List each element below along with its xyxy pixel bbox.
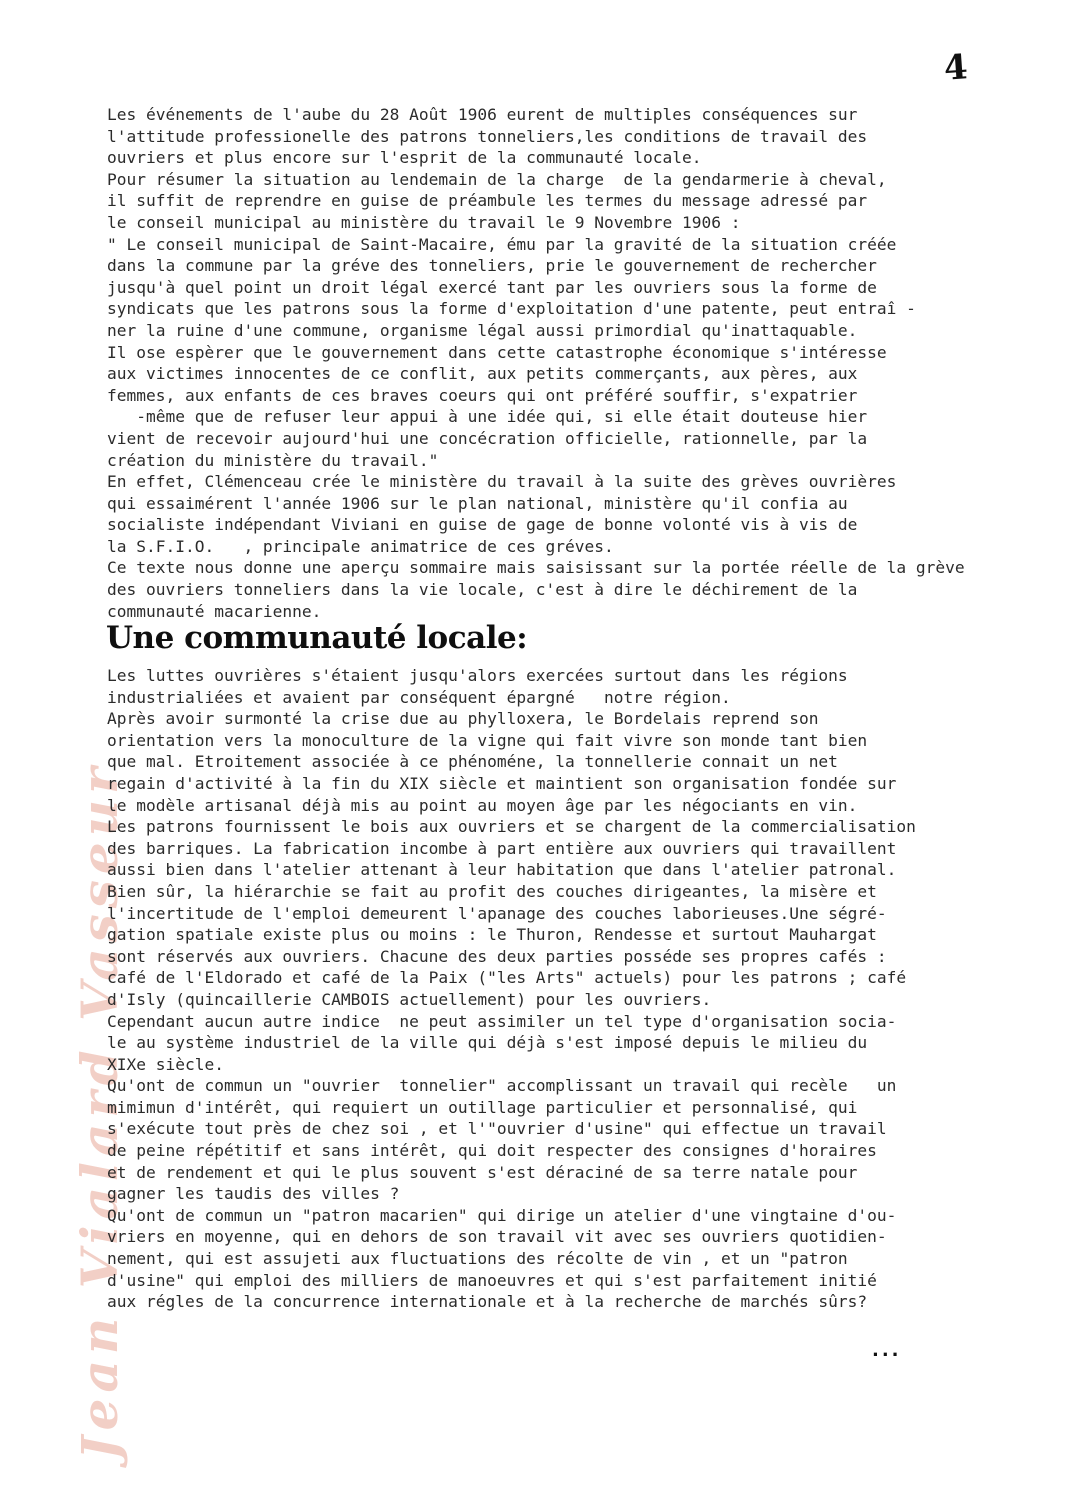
text-line: que mal. Etroitement associée à ce phénoméne, la tonnellerie connait un net: [107, 752, 838, 772]
text-line: Les patrons fournissent le bois aux ouvriers et se chargent de la commercialisation: [107, 817, 916, 837]
text-line: gation spatiale existe plus ou moins : le Thuron, Rendesse et surtout Mauhargat: [107, 925, 877, 945]
text-line: l'attitude professionelle des patrons tonneliers,les conditions de travail des: [107, 126, 868, 146]
text-line: le au système industriel de la ville qui déjà s'est imposé depuis le milieu du: [107, 1033, 868, 1053]
text-line: il suffit de reprendre en guise de préambule les termes du message adressé par: [107, 191, 868, 211]
text-line: Cependant aucun autre indice ne peut assimiler un tel type d'organisation socia-: [107, 1011, 897, 1031]
text-line: Ce texte nous donne une aperçu sommaire mais saisissant sur la portée réelle de la grève: [107, 558, 965, 578]
text-line: de peine répétitif et sans intérêt, qui doit respecter des consignes d'horaires: [107, 1141, 877, 1161]
text-line: En effet, Clémenceau crée le ministère du travail à la suite des grèves ouvrières: [107, 472, 897, 492]
text-line: ouvriers et plus encore sur l'esprit de la communauté locale.: [107, 148, 702, 168]
text-line: le modèle artisanal déjà mis au point au moyen âge par les négociants en vin.: [107, 795, 858, 815]
section-heading: Une communauté locale:: [106, 620, 528, 656]
text-line: Il ose espèrer que le gouvernement dans cette catastrophe économique s'intéresse: [107, 342, 887, 362]
text-line: l'incertitude de l'emploi demeurent l'apanage des couches laborieuses.Une ségré-: [107, 903, 887, 923]
text-line: Les luttes ouvrières s'étaient jusqu'alors exercées surtout dans les régions: [107, 666, 848, 685]
text-line: mimimun d'intérêt, qui requiert un outillage particulier et personnalisé, qui: [107, 1097, 858, 1117]
text-line: des ouvriers tonneliers dans la vie locale, c'est à dire le déchirement de la: [107, 580, 858, 600]
text-line: aux régles de la concurrence internationale et à la recherche de marchés sûrs?: [107, 1292, 868, 1312]
text-line: la S.F.I.O. , principale animatrice de ces gréves.: [107, 536, 614, 556]
text-line: XIXe siècle.: [107, 1054, 224, 1074]
text-line: communauté macarienne.: [107, 601, 322, 621]
text-line: " Le conseil municipal de Saint-Macaire, ému par la gravité de la situation créée: [107, 234, 897, 254]
text-line: dans la commune par la gréve des tonneliers, prie le gouvernement de rechercher: [107, 256, 877, 276]
text-line: création du ministère du travail.": [107, 450, 439, 470]
text-line: des barriques. La fabrication incombe à part entière aux ouvriers qui travaillent: [107, 838, 897, 858]
text-line: aux victimes innocentes de ce conflit, aux petits commerçants, aux pères, aux: [107, 364, 858, 384]
continuation-mark: ...: [872, 1340, 902, 1361]
text-line: aussi bien dans l'atelier attenant à leur habitation que dans l'atelier patronal.: [107, 860, 897, 880]
text-line: sont réservés aux ouvriers. Chacune des deux parties posséde ses propres cafés :: [107, 946, 887, 966]
text-line: ner la ruine d'une commune, organisme légal aussi primordial qu'inattaquable.: [107, 320, 858, 340]
text-line: café de l'Eldorado et café de la Paix ("les Arts" actuels) pour les patrons ; café: [107, 968, 907, 988]
text-line: d'Isly (quincaillerie CAMBOIS actuellement) pour les ouvriers.: [107, 989, 712, 1009]
text-line: syndicats que les patrons sous la forme d'exploitation d'une patente, peut entraî -: [107, 299, 916, 319]
text-line: orientation vers la monoculture de la vigne qui fait vivre son monde tant bien: [107, 730, 868, 750]
text-line: nement, qui est assujeti aux fluctuations des récolte de vin , et un "patron: [107, 1249, 848, 1269]
text-line: qui essaimérent l'année 1906 sur le plan national, ministère qu'il confia au: [107, 493, 848, 513]
text-line: le conseil municipal au ministère du travail le 9 Novembre 1906 :: [107, 212, 741, 232]
text-line: femmes, aux enfants de ces braves coeurs qui ont préféré souffir, s'expatrier: [107, 385, 858, 405]
typed-text-block-community: [107, 665, 1007, 1313]
text-line: Après avoir surmonté la crise due au phylloxera, le Bordelais reprend son: [107, 709, 819, 729]
text-line: Les événements de l'aube du 28 Août 1906 eurent de multiples conséquences sur: [107, 105, 858, 124]
text-line: industrialiées et avaient par conséquent épargné notre région.: [107, 687, 731, 707]
text-line: -même que de refuser leur appui à une idée qui, si elle était douteuse hier: [107, 407, 868, 427]
text-line: d'usine" qui emploi des milliers de manoeuvres et qui s'est parfaitement initié: [107, 1270, 877, 1290]
text-line: Qu'ont de commun un "patron macarien" qui dirige un atelier d'une vingtaine d'ou-: [107, 1205, 897, 1225]
page-number: 4: [942, 47, 970, 89]
text-line: Pour résumer la situation au lendemain de la charge de la gendarmerie à cheval,: [107, 169, 887, 189]
text-line: vriers en moyenne, qui en dehors de son travail vit avec ses ouvriers quotidien-: [107, 1227, 887, 1247]
text-line: et de rendement et qui le plus souvent s'est déraciné de sa terre natale pour: [107, 1162, 858, 1182]
text-line: gagner les taudis des villes ?: [107, 1184, 400, 1204]
text-line: regain d'activité à la fin du XIX siècle et maintient son organisation fondée sur: [107, 773, 897, 793]
text-line: Qu'ont de commun un "ouvrier tonnelier" accomplissant un travail qui recèle un: [107, 1076, 897, 1096]
text-line: s'exécute tout près de chez soi , et l'"ouvrier d'usine" qui effectue un travail: [107, 1119, 887, 1139]
text-line: socialiste indépendant Viviani en guise de gage de bonne volonté vis à vis de: [107, 515, 858, 535]
watermark: Jean Vialard Vasseur: [70, 761, 129, 1460]
typed-text-block-intro: [107, 104, 1007, 622]
text-line: Bien sûr, la hiérarchie se fait au profit des couches dirigeantes, la misère et: [107, 881, 877, 901]
text-line: jusqu'à quel point un droit légal exercé tant par les ouvriers sous la forme de: [107, 277, 877, 297]
text-line: vient de recevoir aujourd'hui une concécration officielle, rationnelle, par la: [107, 428, 868, 448]
